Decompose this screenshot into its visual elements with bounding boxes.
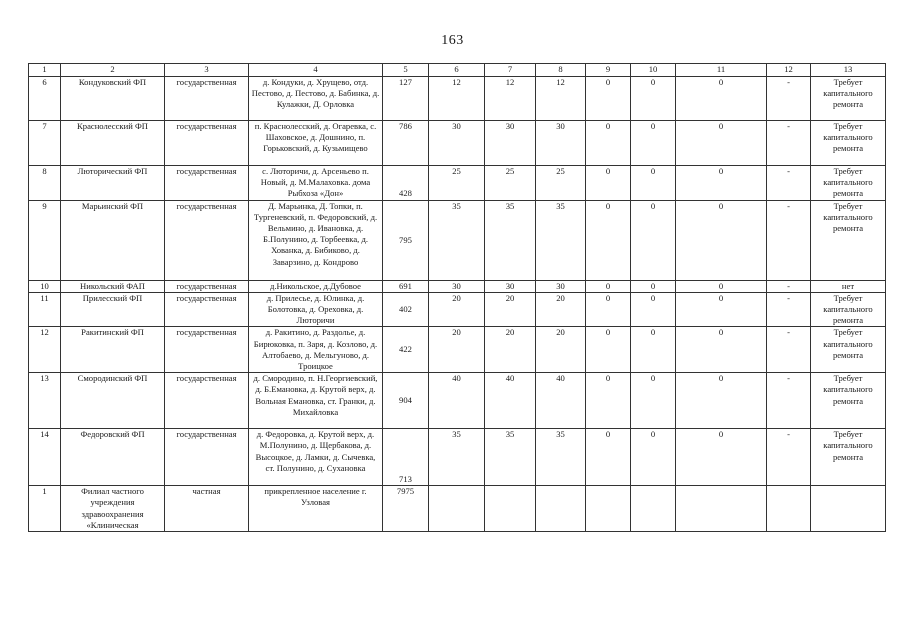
note: Требует капитального ремонта (811, 121, 886, 166)
header-cell: 6 (429, 64, 485, 77)
population: 428 (383, 166, 429, 201)
col-10: 0 (631, 77, 676, 121)
table-row (29, 292, 886, 327)
settlements: с. Люторичи, д. Арсеньево п. Новый, д. М.Малаховка. дома Рыбхоза «Дон» (249, 166, 383, 201)
col-7: 35 (485, 200, 536, 280)
population: 7975 (383, 486, 429, 532)
col-8 (536, 486, 586, 532)
col-11: 0 (676, 429, 767, 486)
col-6: 25 (429, 166, 485, 201)
row-number: 1 (29, 486, 61, 532)
col-6: 20 (429, 327, 485, 373)
col-10: 0 (631, 327, 676, 373)
header-cell: 5 (383, 64, 429, 77)
facility-name: Лютоpический ФП (61, 166, 165, 201)
ownership: государственная (165, 200, 249, 280)
header-cell: 12 (767, 64, 811, 77)
note: Требует капитального ремонта (811, 166, 886, 201)
facility-name: Федоровский ФП (61, 429, 165, 486)
ownership: государственная (165, 77, 249, 121)
col-11 (676, 486, 767, 532)
settlements: д. Ракитино, д. Раздолье, д. Бирюковка, п. Заря, д. Козлово, д. Алтобаево, д. Мельгуново, д. Троицкое (249, 327, 383, 373)
col-6: 30 (429, 280, 485, 292)
col-12: - (767, 166, 811, 201)
col-10: 0 (631, 121, 676, 166)
settlements: д. Федоровка, д. Крутой верх, д. М.Полунино, д. Щербакова, д. Высоцкое, д. Ламки, д. Сычевка, ст. Полунино, д. Сухановка (249, 429, 383, 486)
row-number: 9 (29, 200, 61, 280)
ownership: государственная (165, 327, 249, 373)
col-8: 35 (536, 200, 586, 280)
header-cell: 9 (586, 64, 631, 77)
settlements: Д. Марьинка, Д. Топки, п. Тургеневский, п. Федоровский, д. Вельмино, д. Ивановка, д. Б.Полунино, д. Торбеевка, д. Хованка, д. Бибиково, д. Заварзино, д. Кондрово (249, 200, 383, 280)
ownership: государственная (165, 166, 249, 201)
note (811, 486, 886, 532)
col-9: 0 (586, 280, 631, 292)
col-11: 0 (676, 121, 767, 166)
col-9: 0 (586, 429, 631, 486)
col-9: 0 (586, 77, 631, 121)
ownership: государственная (165, 121, 249, 166)
col-12: - (767, 292, 811, 327)
col-10: 0 (631, 429, 676, 486)
col-6: 30 (429, 121, 485, 166)
col-8: 30 (536, 280, 586, 292)
col-9: 0 (586, 373, 631, 429)
table-row (29, 327, 886, 373)
population: 691 (383, 280, 429, 292)
header-cell: 10 (631, 64, 676, 77)
header-row (29, 64, 886, 77)
note: нет (811, 280, 886, 292)
col-7: 40 (485, 373, 536, 429)
facility-name: Кондуковский ФП (61, 77, 165, 121)
ownership: государственная (165, 292, 249, 327)
col-6: 12 (429, 77, 485, 121)
header-cell: 1 (29, 64, 61, 77)
facility-name: Краснолесский ФП (61, 121, 165, 166)
header-cell: 7 (485, 64, 536, 77)
settlements: прикрепленное население г. Узловая (249, 486, 383, 532)
col-8: 25 (536, 166, 586, 201)
col-11: 0 (676, 327, 767, 373)
facility-name: Смородинский ФП (61, 373, 165, 429)
row-number: 6 (29, 77, 61, 121)
facility-name: Никольский ФАП (61, 280, 165, 292)
row-number: 10 (29, 280, 61, 292)
facility-name: Филиал частного учреждения здравоохранения «Клиническая (61, 486, 165, 532)
row-number: 14 (29, 429, 61, 486)
col-8: 12 (536, 77, 586, 121)
header-cell: 2 (61, 64, 165, 77)
table-row (29, 121, 886, 166)
table-row (29, 373, 886, 429)
col-6: 20 (429, 292, 485, 327)
col-10: 0 (631, 373, 676, 429)
row-number: 7 (29, 121, 61, 166)
settlements: д. Кондуки, д. Хрущево, отд. Пестово, д. Пестово, д. Бабинка, д. Кулажки, Д. Орловка (249, 77, 383, 121)
col-9: 0 (586, 292, 631, 327)
population: 422 (383, 327, 429, 373)
row-number: 8 (29, 166, 61, 201)
col-12: - (767, 280, 811, 292)
settlements: д. Смородино, п. Н.Георгиевский, д. Б.Емановка, д. Крутой верх, д. Вольная Емановка, ст. Гранки, д. Михайловка (249, 373, 383, 429)
col-8: 20 (536, 327, 586, 373)
col-10 (631, 486, 676, 532)
col-11: 0 (676, 200, 767, 280)
ownership: государственная (165, 373, 249, 429)
population: 402 (383, 292, 429, 327)
col-7: 12 (485, 77, 536, 121)
col-9: 0 (586, 121, 631, 166)
col-10: 0 (631, 200, 676, 280)
col-10: 0 (631, 166, 676, 201)
population: 786 (383, 121, 429, 166)
col-7: 20 (485, 292, 536, 327)
population: 795 (383, 200, 429, 280)
facility-name: Прилесский ФП (61, 292, 165, 327)
settlements: п. Краснолесский, д. Огаревка, с. Шаховское, д. Дошнино, п. Горьковский, д. Кузьмищево (249, 121, 383, 166)
note: Требует капитального ремонта (811, 373, 886, 429)
settlements: д. Прилесье, д. Юлинка, д. Болотовка, д. Ореховка, д. Люторичи (249, 292, 383, 327)
table-row (29, 200, 886, 280)
note: Требует капитального ремонта (811, 429, 886, 486)
col-10: 0 (631, 280, 676, 292)
col-12: - (767, 429, 811, 486)
population: 713 (383, 429, 429, 486)
col-7: 35 (485, 429, 536, 486)
note: Требует капитального ремонта (811, 200, 886, 280)
col-6: 35 (429, 429, 485, 486)
header-cell: 3 (165, 64, 249, 77)
page-number: 163 (441, 33, 464, 48)
ownership: государственная (165, 429, 249, 486)
col-12: - (767, 121, 811, 166)
col-7: 30 (485, 121, 536, 166)
facility-name: Марьинский ФП (61, 200, 165, 280)
col-9: 0 (586, 166, 631, 201)
col-11: 0 (676, 292, 767, 327)
facility-name: Ракитинский ФП (61, 327, 165, 373)
col-12: - (767, 77, 811, 121)
table-row (29, 280, 886, 292)
col-7 (485, 486, 536, 532)
col-12: - (767, 373, 811, 429)
table-row (29, 166, 886, 201)
facilities-table (28, 63, 886, 532)
col-9 (586, 486, 631, 532)
row-number: 13 (29, 373, 61, 429)
col-11: 0 (676, 166, 767, 201)
col-12 (767, 486, 811, 532)
col-8: 35 (536, 429, 586, 486)
col-10: 0 (631, 292, 676, 327)
col-8: 40 (536, 373, 586, 429)
col-7: 30 (485, 280, 536, 292)
population: 127 (383, 77, 429, 121)
header-cell: 11 (676, 64, 767, 77)
col-12: - (767, 327, 811, 373)
header-cell: 4 (249, 64, 383, 77)
col-9: 0 (586, 200, 631, 280)
ownership: государственная (165, 280, 249, 292)
col-12: - (767, 200, 811, 280)
ownership: частная (165, 486, 249, 532)
note: Требует капитального ремонта (811, 292, 886, 327)
header-cell: 8 (536, 64, 586, 77)
table-row (29, 486, 886, 532)
table-row (29, 429, 886, 486)
col-11: 0 (676, 77, 767, 121)
col-11: 0 (676, 373, 767, 429)
note: Требует капитального ремонта (811, 327, 886, 373)
header-cell: 13 (811, 64, 886, 77)
col-9: 0 (586, 327, 631, 373)
row-number: 11 (29, 292, 61, 327)
col-6: 35 (429, 200, 485, 280)
settlements: д.Никольское, д.Дубовое (249, 280, 383, 292)
row-number: 12 (29, 327, 61, 373)
col-7: 25 (485, 166, 536, 201)
population: 904 (383, 373, 429, 429)
col-8: 30 (536, 121, 586, 166)
table-row (29, 77, 886, 121)
col-7: 20 (485, 327, 536, 373)
col-6 (429, 486, 485, 532)
col-11: 0 (676, 280, 767, 292)
col-8: 20 (536, 292, 586, 327)
col-6: 40 (429, 373, 485, 429)
note: Требует капитального ремонта (811, 77, 886, 121)
